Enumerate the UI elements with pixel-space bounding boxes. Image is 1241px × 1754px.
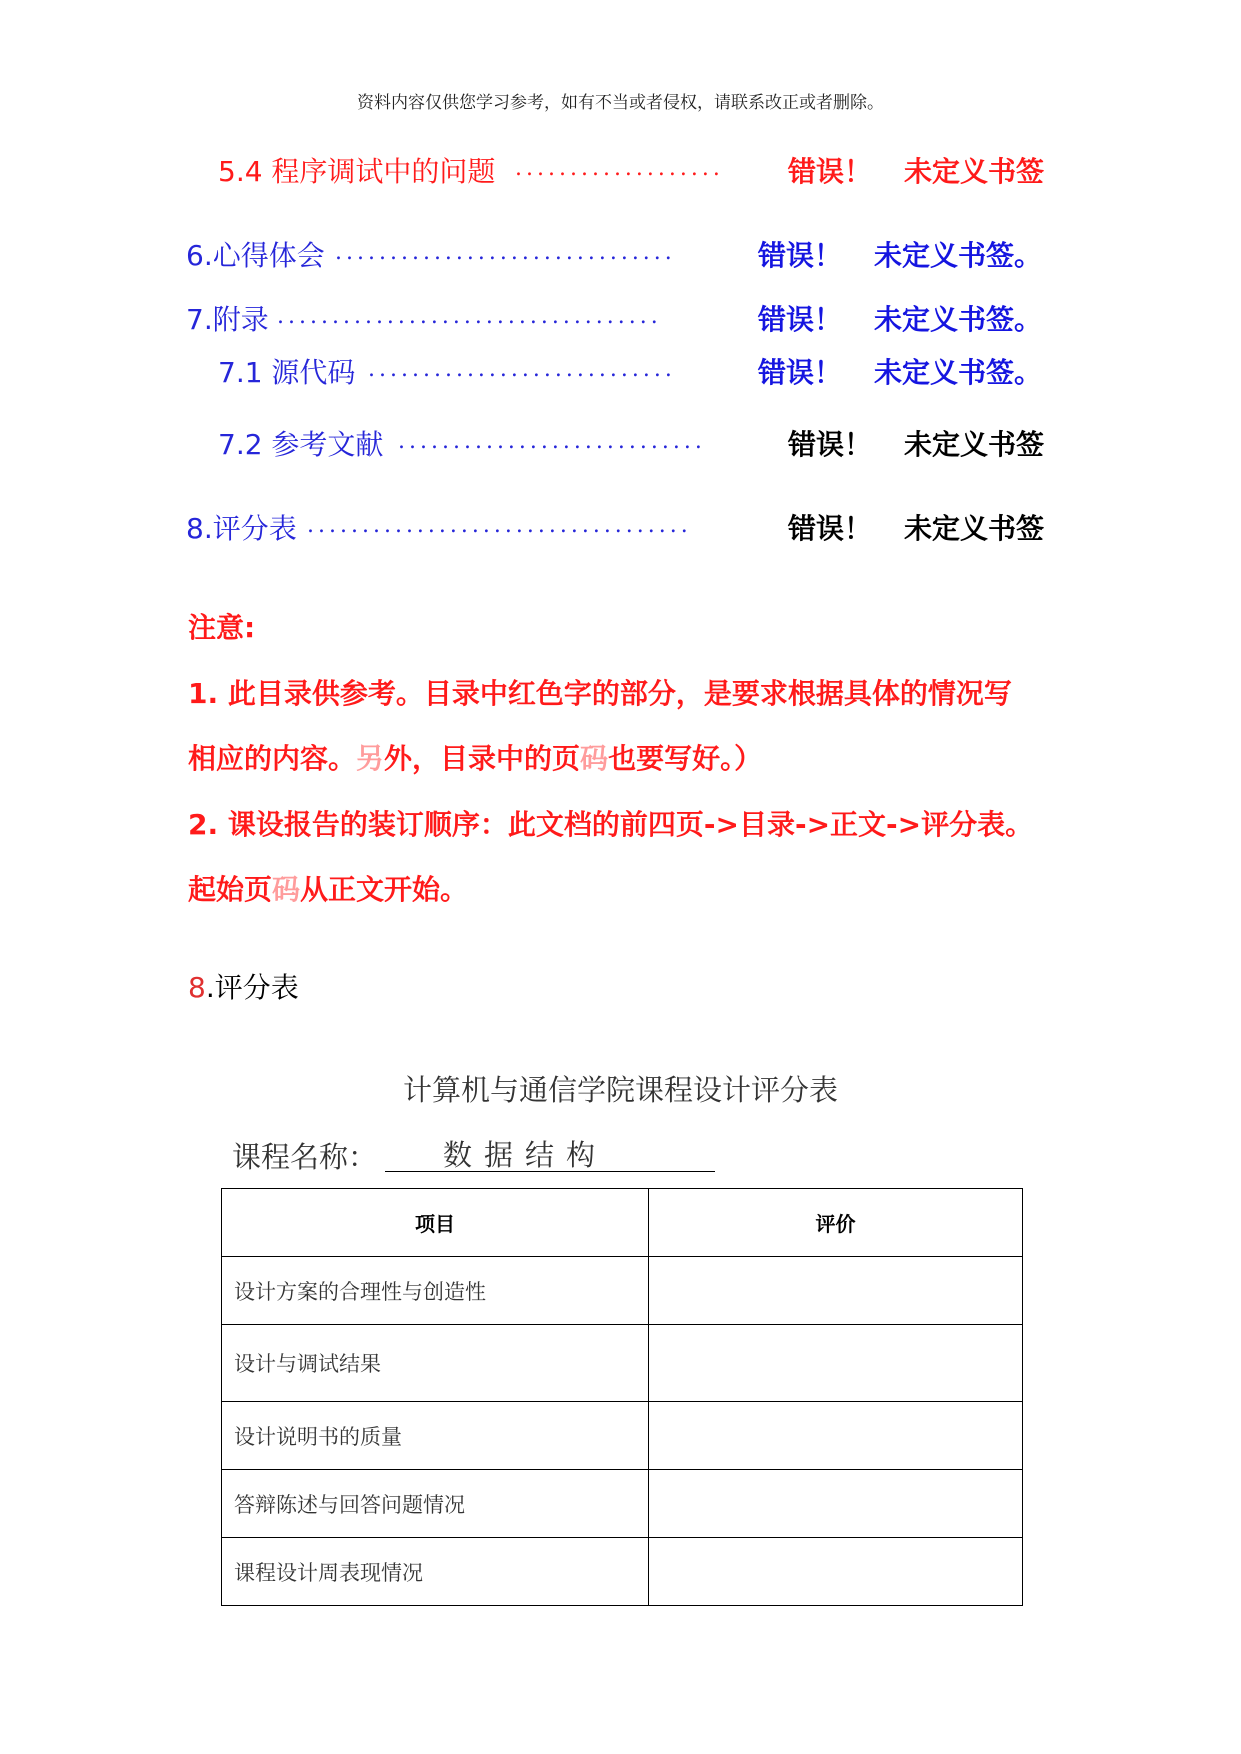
table-row: [222, 1325, 1023, 1402]
table-cell-evaluation[interactable]: [649, 1538, 1023, 1606]
table-row: [222, 1538, 1023, 1606]
toc-entry-7[interactable]: [0, 298, 1241, 338]
table-header-evaluation: 评价: [649, 1189, 1023, 1257]
toc-error-a: 错误！: [758, 303, 843, 336]
table-cell-item: 答辩陈述与回答问题情况: [222, 1470, 649, 1538]
table-cell-item: 课程设计周表现情况: [222, 1538, 649, 1606]
toc-error: [758, 234, 1042, 274]
toc-error: [788, 507, 1044, 547]
toc-entry-7-1[interactable]: [0, 351, 1241, 391]
table-cell-item: 设计说明书的质量: [222, 1402, 649, 1470]
table-row: [222, 1257, 1023, 1325]
toc-error: [758, 351, 1042, 391]
table-header-row: [222, 1189, 1023, 1257]
toc-label: 5.4 程序调试中的问题: [218, 155, 496, 188]
toc-label: 7.2 参考文献: [218, 428, 384, 461]
notice-faint-char: 码: [580, 742, 609, 775]
table-cell-evaluation[interactable]: [649, 1402, 1023, 1470]
table-cell-item: 设计方案的合理性与创造性: [222, 1257, 649, 1325]
notice-text: 也要写好。）: [608, 742, 763, 775]
toc-error-b: 未定义书签。: [874, 356, 1043, 389]
toc-error-a: 错误！: [788, 155, 873, 188]
toc-entry-8[interactable]: [0, 507, 1241, 547]
notice-faint-char: 另: [356, 742, 385, 775]
toc-error: [788, 423, 1044, 463]
notice-text: 相应的内容。: [188, 742, 357, 775]
toc-error-b: 未定义书签。: [874, 239, 1043, 272]
notice-text: 起始页: [188, 873, 273, 906]
toc-error-a: 错误！: [788, 428, 873, 461]
toc-error-a: 错误！: [758, 356, 843, 389]
course-name-field[interactable]: [385, 1133, 715, 1172]
notice-text: 外，目录中的页: [384, 742, 581, 775]
toc-leader-dots: ...................................: [307, 513, 692, 538]
header-disclaimer: 资料内容仅供您学习参考，如有不当或者侵权，请联系改正或者删除。: [357, 93, 884, 113]
toc-error-a: 错误！: [788, 512, 873, 545]
table-row: [222, 1470, 1023, 1538]
notice-text: 从正文开始。: [300, 873, 469, 906]
score-table-title: 计算机与通信学院课程设计评分表: [402, 1073, 838, 1107]
section-heading-8: [188, 966, 299, 1006]
score-table: [221, 1188, 1023, 1606]
table-cell-evaluation[interactable]: [649, 1325, 1023, 1402]
toc-leader-dots: ...................: [515, 156, 724, 181]
notice-faint-char: 码: [272, 873, 301, 906]
toc-leader-dots: ............................: [368, 357, 676, 382]
table-row: [222, 1402, 1023, 1470]
toc-error-b: 未定义书签: [904, 428, 1045, 461]
toc-error-b: 未定义书签: [904, 155, 1045, 188]
toc-entry-5-4[interactable]: [0, 150, 1241, 190]
table-cell-evaluation[interactable]: [649, 1257, 1023, 1325]
toc-leader-dots: ...................................: [277, 304, 662, 329]
toc-label: 7.1 源代码: [218, 356, 356, 389]
table-cell-item: 设计与调试结果: [222, 1325, 649, 1402]
table-header-item: 项目: [222, 1189, 649, 1257]
section-label: .评分表: [205, 971, 299, 1004]
toc-error-b: 未定义书签。: [874, 303, 1043, 336]
notice-item-1-line-1: 1. 此目录供参考。目录中红色字的部分，是要求根据具体的情况写: [188, 677, 1012, 710]
notice-item-1-line-2: [188, 737, 762, 777]
notice-title: 注意:: [188, 611, 256, 644]
toc-label: 8.评分表: [186, 512, 297, 545]
section-number: 8: [188, 971, 206, 1004]
notice-item-2-line-1: 2. 课设报告的装订顺序：此文档的前四页->目录->正文->评分表。: [188, 808, 1034, 841]
toc-leader-dots: ...............................: [335, 240, 676, 265]
toc-error: [758, 298, 1042, 338]
toc-leader-dots: ............................: [398, 429, 706, 454]
toc-error-a: 错误！: [758, 239, 843, 272]
notice-item-2-line-2: [188, 868, 468, 908]
course-name-label: 课程名称：: [232, 1140, 378, 1174]
toc-error-b: 未定义书签: [904, 512, 1045, 545]
toc-entry-7-2[interactable]: [0, 423, 1241, 463]
table-cell-evaluation[interactable]: [649, 1470, 1023, 1538]
toc-entry-6[interactable]: [0, 234, 1241, 274]
toc-error: [788, 150, 1044, 190]
toc-label: 6.心得体会: [186, 239, 325, 272]
course-name-value: 数据结构: [443, 1138, 608, 1172]
toc-label: 7.附录: [186, 303, 269, 336]
